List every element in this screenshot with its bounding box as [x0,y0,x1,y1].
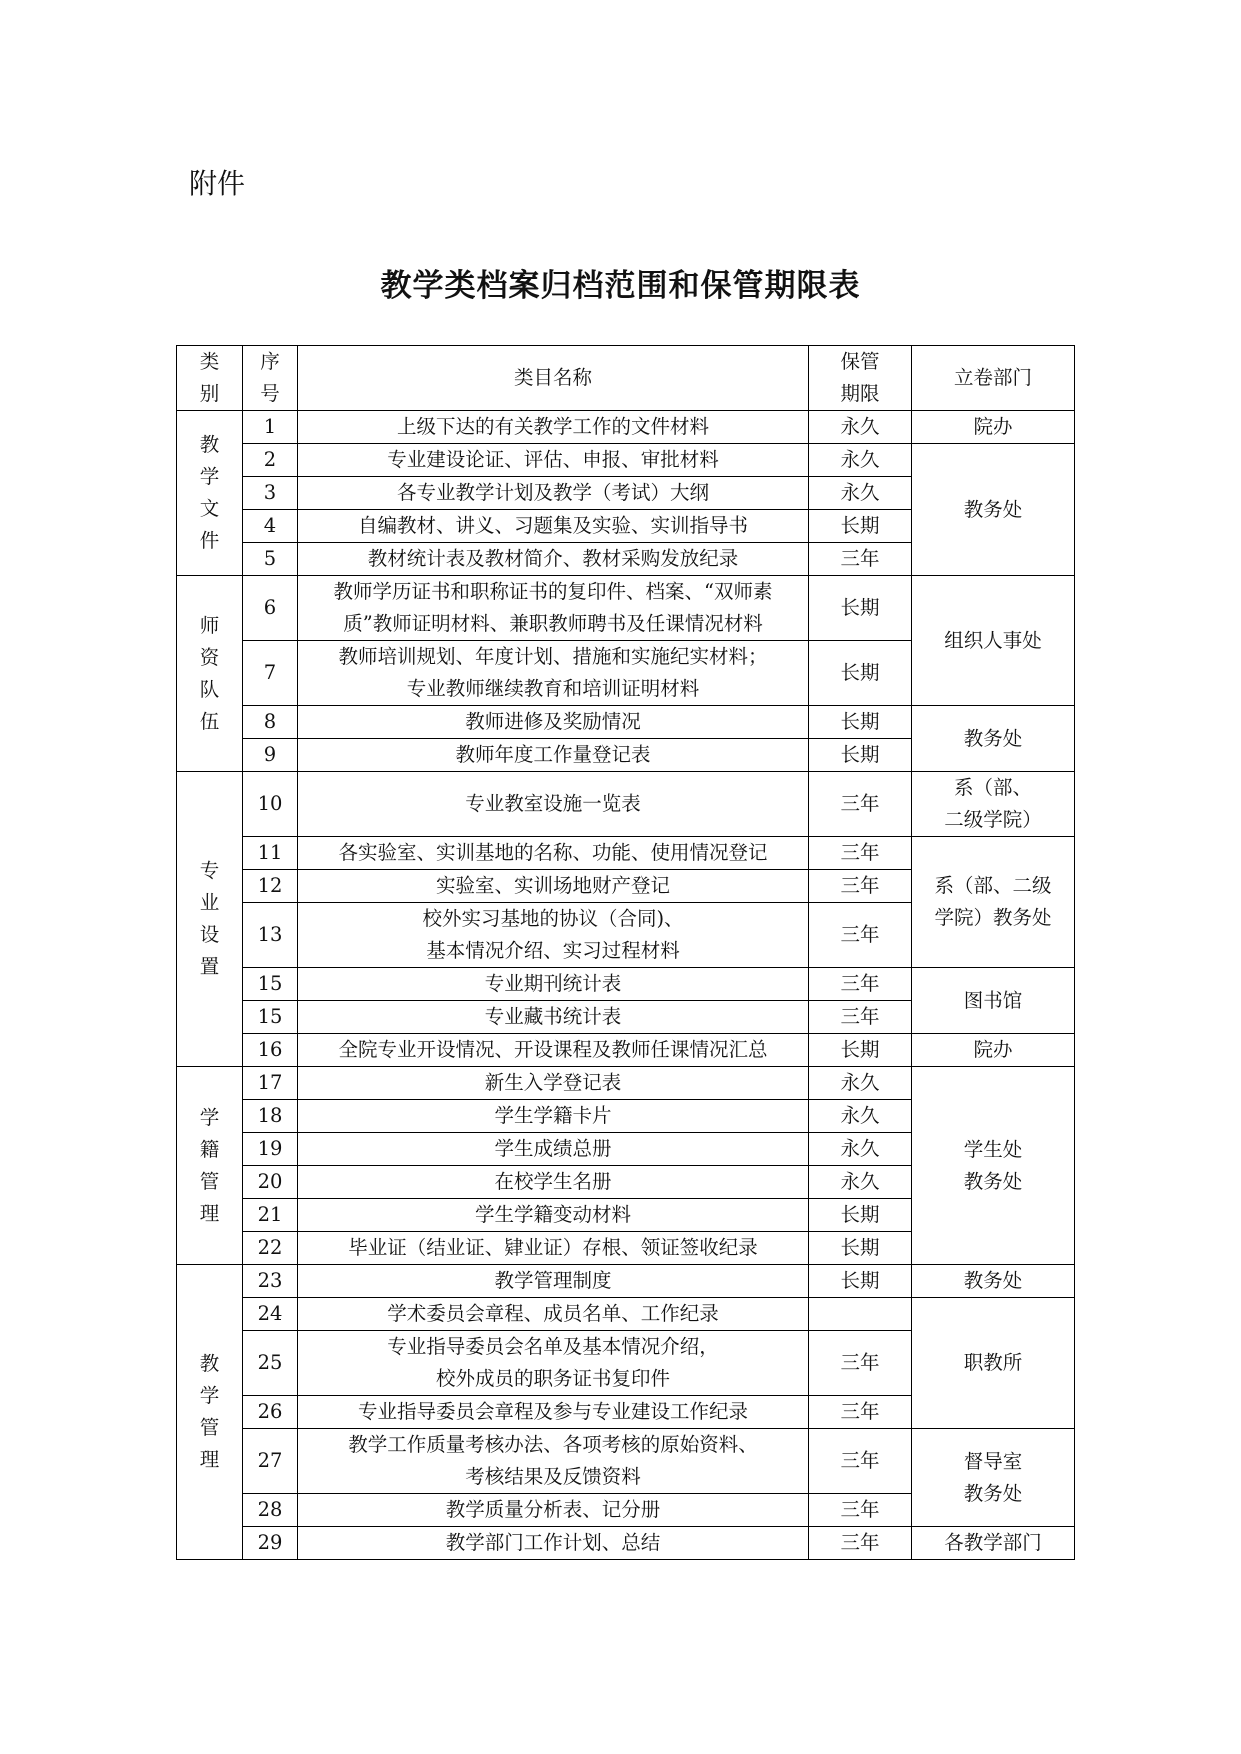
name-cell: 全院专业开设情况、开设课程及教师任课情况汇总 [298,1034,809,1067]
table-row [177,837,1075,870]
name-cell: 学生学籍变动材料 [298,1199,809,1232]
name-cell: 教师年度工作量登记表 [298,739,809,772]
seq-cell: 25 [243,1331,298,1396]
archive-table [176,345,1075,1560]
table-row [177,1527,1075,1560]
name-cell: 各实验室、实训基地的名称、功能、使用情况登记 [298,837,809,870]
seq-cell: 17 [243,1067,298,1100]
name-cell: 专业教室设施一览表 [298,772,809,837]
dept-cell: 学生处 教务处 [912,1067,1075,1265]
dept-cell: 图书馆 [912,968,1075,1034]
term-cell: 永久 [809,1100,912,1133]
seq-cell: 3 [243,477,298,510]
table-row [177,1067,1075,1100]
dept-cell: 督导室 教务处 [912,1429,1075,1527]
name-cell: 学生学籍卡片 [298,1100,809,1133]
term-cell: 三年 [809,772,912,837]
category-cell: 专 业 设 置 [177,772,243,1067]
name-cell: 教学质量分析表、记分册 [298,1494,809,1527]
seq-cell: 1 [243,411,298,444]
term-cell: 永久 [809,411,912,444]
dept-cell: 院办 [912,1034,1075,1067]
name-cell: 教师学历证书和职称证书的复印件、档案、“双师素 质”教师证明材料、兼职教师聘书及任课情况材料 [298,576,809,641]
header-row [177,346,1075,411]
table-row [177,411,1075,444]
seq-cell: 4 [243,510,298,543]
seq-cell: 2 [243,444,298,477]
term-cell: 长期 [809,1199,912,1232]
seq-cell: 20 [243,1166,298,1199]
table-row [177,706,1075,739]
term-cell: 长期 [809,1034,912,1067]
name-cell: 专业藏书统计表 [298,1001,809,1034]
seq-cell: 9 [243,739,298,772]
term-cell [809,1298,912,1331]
seq-cell: 15 [243,1001,298,1034]
term-cell: 长期 [809,576,912,641]
name-cell: 上级下达的有关教学工作的文件材料 [298,411,809,444]
term-cell: 长期 [809,510,912,543]
seq-cell: 5 [243,543,298,576]
term-cell: 永久 [809,1133,912,1166]
dept-cell: 教务处 [912,444,1075,576]
term-cell: 永久 [809,477,912,510]
dept-cell: 组织人事处 [912,576,1075,706]
seq-cell: 6 [243,576,298,641]
dept-cell: 系（部、 二级学院） [912,772,1075,837]
name-cell: 实验室、实训场地财产登记 [298,870,809,903]
name-cell: 在校学生名册 [298,1166,809,1199]
term-cell: 三年 [809,870,912,903]
term-cell: 三年 [809,1331,912,1396]
name-cell: 教师培训规划、年度计划、措施和实施纪实材料； 专业教师继续教育和培训证明材料 [298,641,809,706]
name-cell: 专业指导委员会名单及基本情况介绍， 校外成员的职务证书复印件 [298,1331,809,1396]
category-cell: 教 学 文 件 [177,411,243,576]
name-cell: 教材统计表及教材简介、教材采购发放纪录 [298,543,809,576]
dept-cell: 各教学部门 [912,1527,1075,1560]
name-cell: 专业指导委员会章程及参与专业建设工作纪录 [298,1396,809,1429]
table-row [177,1298,1075,1331]
seq-cell: 18 [243,1100,298,1133]
seq-cell: 8 [243,706,298,739]
term-cell: 三年 [809,1396,912,1429]
category-cell: 教 学 管 理 [177,1265,243,1560]
term-cell: 三年 [809,903,912,968]
seq-cell: 24 [243,1298,298,1331]
name-cell: 各专业教学计划及教学（考试）大纲 [298,477,809,510]
term-cell: 三年 [809,1494,912,1527]
dept-cell: 教务处 [912,706,1075,772]
dept-cell: 院办 [912,411,1075,444]
term-cell: 永久 [809,444,912,477]
table-row [177,1034,1075,1067]
seq-cell: 26 [243,1396,298,1429]
header-category: 类 别 [177,346,243,411]
name-cell: 专业期刊统计表 [298,968,809,1001]
name-cell: 专业建设论证、评估、申报、审批材料 [298,444,809,477]
header-term: 保管 期限 [809,346,912,411]
seq-cell: 23 [243,1265,298,1298]
seq-cell: 13 [243,903,298,968]
dept-cell: 职教所 [912,1298,1075,1429]
term-cell: 永久 [809,1067,912,1100]
name-cell: 教学管理制度 [298,1265,809,1298]
term-cell: 永久 [809,1166,912,1199]
name-cell: 自编教材、讲义、习题集及实验、实训指导书 [298,510,809,543]
term-cell: 三年 [809,968,912,1001]
table-row [177,772,1075,837]
seq-cell: 19 [243,1133,298,1166]
term-cell: 长期 [809,739,912,772]
table-row [177,444,1075,477]
term-cell: 三年 [809,1527,912,1560]
header-name: 类目名称 [298,346,809,411]
name-cell: 教师进修及奖励情况 [298,706,809,739]
header-dept: 立卷部门 [912,346,1075,411]
category-cell: 师 资 队 伍 [177,576,243,772]
seq-cell: 29 [243,1527,298,1560]
name-cell: 校外实习基地的协议（合同)、 基本情况介绍、实习过程材料 [298,903,809,968]
seq-cell: 12 [243,870,298,903]
dept-cell: 系（部、二级 学院）教务处 [912,837,1075,968]
name-cell: 新生入学登记表 [298,1067,809,1100]
seq-cell: 28 [243,1494,298,1527]
term-cell: 长期 [809,641,912,706]
table-row [177,1429,1075,1494]
category-cell: 学 籍 管 理 [177,1067,243,1265]
seq-cell: 7 [243,641,298,706]
term-cell: 三年 [809,837,912,870]
term-cell: 三年 [809,543,912,576]
seq-cell: 16 [243,1034,298,1067]
header-seq: 序 号 [243,346,298,411]
table-row [177,1265,1075,1298]
attachment-label: 附件 [189,167,246,200]
seq-cell: 11 [243,837,298,870]
name-cell: 毕业证（结业证、肄业证）存根、领证签收纪录 [298,1232,809,1265]
document-title: 教学类档案归档范围和保管期限表 [380,268,861,304]
table-row [177,968,1075,1001]
seq-cell: 27 [243,1429,298,1494]
name-cell: 教学工作质量考核办法、各项考核的原始资料、 考核结果及反馈资料 [298,1429,809,1494]
seq-cell: 21 [243,1199,298,1232]
seq-cell: 10 [243,772,298,837]
term-cell: 三年 [809,1429,912,1494]
name-cell: 学生成绩总册 [298,1133,809,1166]
term-cell: 三年 [809,1001,912,1034]
table-row [177,576,1075,641]
term-cell: 长期 [809,706,912,739]
dept-cell: 教务处 [912,1265,1075,1298]
term-cell: 长期 [809,1232,912,1265]
seq-cell: 15 [243,968,298,1001]
term-cell: 长期 [809,1265,912,1298]
name-cell: 学术委员会章程、成员名单、工作纪录 [298,1298,809,1331]
seq-cell: 22 [243,1232,298,1265]
name-cell: 教学部门工作计划、总结 [298,1527,809,1560]
